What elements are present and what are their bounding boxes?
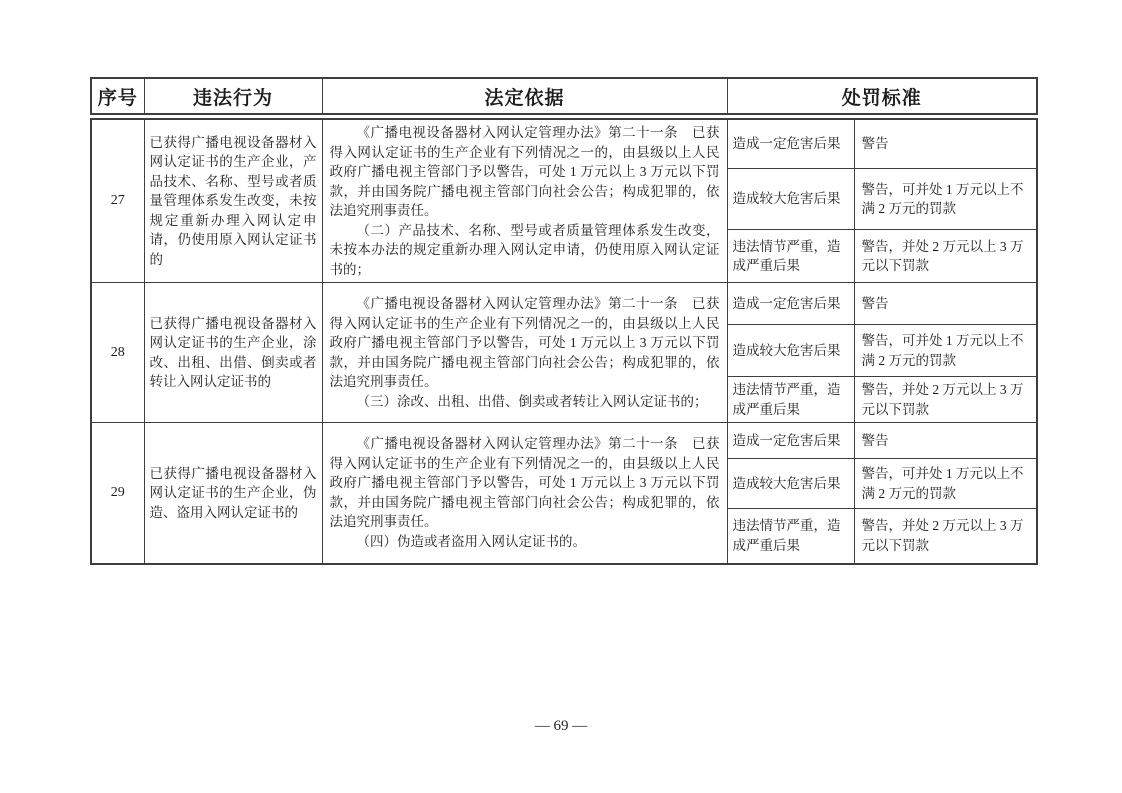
- basis-paragraph: （二）产品技术、名称、型号或者质量管理体系发生改变，未按本办法的规定重新办理入网认定申请，仍使用原入网认定证书的；: [329, 222, 720, 277]
- penalty-cell: 警告，可并处 1 万元以上不满 2 万元的罚款: [854, 169, 1037, 230]
- condition-cell: 违法情节严重，造成严重后果: [727, 509, 854, 564]
- condition-cell: 造成较大危害后果: [727, 325, 854, 377]
- penalty-cell: 警告: [854, 423, 1037, 459]
- condition-cell: 造成一定危害后果: [727, 283, 854, 325]
- header-row: [91, 78, 1037, 114]
- header-cell-penalty-standard: 处罚标准: [727, 78, 1037, 114]
- row-number: 28: [91, 283, 144, 423]
- basis-paragraph: （四）伪造或者盗用入网认定证书的。: [356, 533, 586, 549]
- condition-cell: 造成较大危害后果: [727, 459, 854, 509]
- row-number: 29: [91, 423, 144, 564]
- basis-paragraph: 《广播电视设备器材入网认定管理办法》第二十一条 已获得入网认定证书的生产企业有下列情况之一的，由县级以上人民政府广播电视主管部门予以警告，可处 1 万元以上 3 万元以下罚款，并由国务院广播电视主管部门向社会公告；构成犯罪的，依法追究刑事责任。: [329, 125, 720, 218]
- basis-paragraph: 《广播电视设备器材入网认定管理办法》第二十一条 已获得入网认定证书的生产企业有下列情况之一的，由县级以上人民政府广播电视主管部门予以警告，可处 1 万元以上 3 万元以下罚款，并由国务院广播电视主管部门向社会公告；构成犯罪的，依法追究刑事责任。: [329, 436, 720, 530]
- page-number: — 69 —: [534, 718, 588, 734]
- penalty-cell: 警告，并处 2 万元以上 3 万元以下罚款: [854, 377, 1037, 423]
- table-row: [91, 283, 1037, 325]
- header-cell-seq: 序号: [91, 78, 144, 114]
- condition-cell: 违法情节严重，造成严重后果: [727, 377, 854, 423]
- table-row: [91, 119, 1037, 169]
- violation-cell: 已获得广播电视设备器材入网认定证书的生产企业，产品技术、名称、型号或者质量管理体系发生改变，未按规定重新办理入网认定申请，仍使用原入网认定证书的: [144, 119, 322, 283]
- table-row: [91, 423, 1037, 459]
- penalty-cell: 警告，并处 2 万元以上 3 万元以下罚款: [854, 230, 1037, 283]
- row-number: 27: [91, 119, 144, 283]
- condition-cell: 造成一定危害后果: [727, 423, 854, 459]
- penalty-cell: 警告，并处 2 万元以上 3 万元以下罚款: [854, 509, 1037, 564]
- basis-paragraph: （三）涂改、出租、出借、倒卖或者转让入网认定证书的；: [356, 393, 708, 409]
- basis-cell: [322, 283, 727, 423]
- condition-cell: 造成较大危害后果: [727, 169, 854, 230]
- penalty-cell: 警告: [854, 119, 1037, 169]
- penalty-cell: 警告，可并处 1 万元以上不满 2 万元的罚款: [854, 459, 1037, 509]
- table-header: [90, 77, 1038, 115]
- penalty-cell: 警告，可并处 1 万元以上不满 2 万元的罚款: [854, 325, 1037, 377]
- penalty-cell: 警告: [854, 283, 1037, 325]
- basis-cell: [322, 119, 727, 283]
- header-cell-basis: 法定依据: [322, 78, 727, 114]
- penalty-table: [90, 77, 1036, 565]
- basis-cell: [322, 423, 727, 564]
- violation-cell: 已获得广播电视设备器材入网认定证书的生产企业，伪造、盗用入网认定证书的: [144, 423, 322, 564]
- condition-cell: 造成一定危害后果: [727, 119, 854, 169]
- condition-cell: 违法情节严重，造成严重后果: [727, 230, 854, 283]
- header-cell-violation: 违法行为: [144, 78, 322, 114]
- basis-paragraph: 《广播电视设备器材入网认定管理办法》第二十一条 已获得入网认定证书的生产企业有下列情况之一的，由县级以上人民政府广播电视主管部门予以警告，可处 1 万元以上 3 万元以下罚款，并由国务院广播电视主管部门向社会公告；构成犯罪的，依法追究刑事责任。: [329, 296, 720, 389]
- violation-cell: 已获得广播电视设备器材入网认定证书的生产企业，涂改、出租、出借、倒卖或者转让入网认定证书的: [144, 283, 322, 423]
- table-body: [90, 118, 1038, 565]
